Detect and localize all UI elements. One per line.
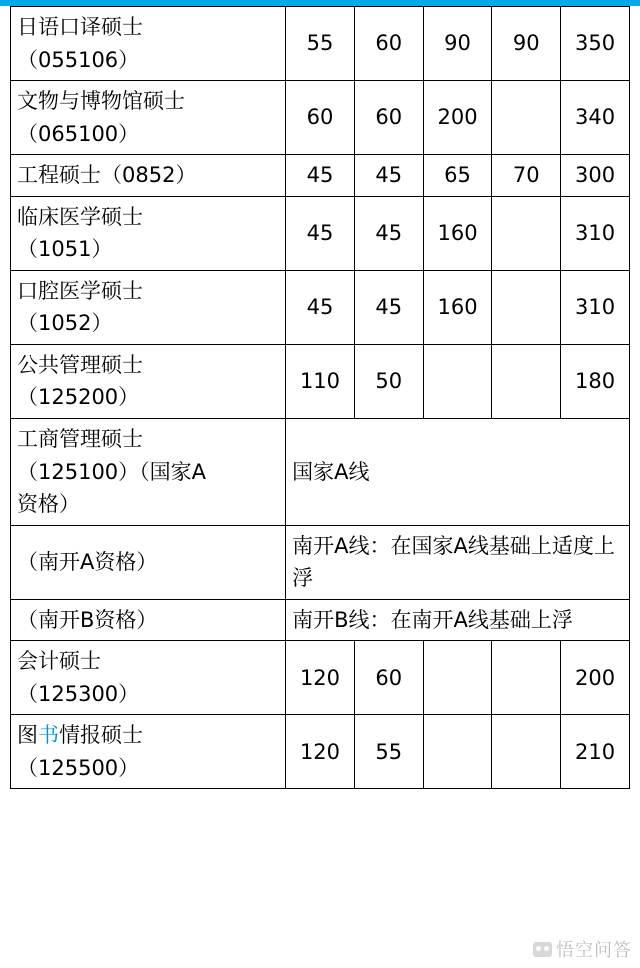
- row-note: 南开B线：在南开A线基础上浮: [286, 599, 630, 641]
- table-row: [11, 7, 630, 81]
- program-code-line: （1052）: [17, 311, 113, 336]
- program-code-line: （1051）: [17, 237, 113, 262]
- watermark: [533, 936, 632, 962]
- score-cell-3: 160: [423, 196, 492, 270]
- score-cell-3: 160: [423, 270, 492, 344]
- table-row: [11, 81, 630, 155]
- table-row: [11, 155, 630, 197]
- program-code-line: （055106）: [17, 47, 140, 72]
- program-name-line: 日语口译硕士: [17, 15, 143, 39]
- program-name-line: 口腔医学硕士: [17, 278, 143, 303]
- score-cell-1: 45: [286, 270, 355, 344]
- program-name-line: 会计硕士: [17, 649, 101, 674]
- score-cell-3: [423, 641, 492, 715]
- table-row: [11, 419, 630, 526]
- score-cell-1: 110: [286, 344, 355, 418]
- program-code-line: （125500）: [17, 755, 140, 780]
- program-name-line: 公共管理硕士: [17, 352, 143, 377]
- row-program-name: [11, 344, 286, 418]
- score-cell-4: [492, 196, 561, 270]
- score-cell-4: [492, 81, 561, 155]
- score-cell-2: 45: [354, 196, 423, 270]
- score-cell-2: 45: [354, 155, 423, 197]
- score-cell-4: [492, 715, 561, 789]
- row-program-name: [11, 641, 286, 715]
- score-cell-total: 340: [561, 81, 630, 155]
- program-qualification-line: （南开A资格）: [17, 549, 158, 574]
- highlighted-character: 书: [38, 723, 59, 748]
- row-program-name: [11, 419, 286, 526]
- score-cell-1: 45: [286, 155, 355, 197]
- score-cell-3: 90: [423, 7, 492, 81]
- table-row: [11, 599, 630, 641]
- row-program-name: [11, 7, 286, 81]
- program-code-line: （125300）: [17, 681, 140, 706]
- score-cell-1: 120: [286, 715, 355, 789]
- score-cell-total: 300: [561, 155, 630, 197]
- admission-score-table: [10, 6, 630, 789]
- score-cell-1: 60: [286, 81, 355, 155]
- watermark-text: 悟空问答: [556, 940, 632, 961]
- score-cell-total: 350: [561, 7, 630, 81]
- score-cell-total: 310: [561, 270, 630, 344]
- score-cell-4: [492, 344, 561, 418]
- score-cell-2: 60: [354, 81, 423, 155]
- score-cell-4: 90: [492, 7, 561, 81]
- row-note: 南开A线：在国家A线基础上适度上浮: [286, 525, 630, 599]
- program-name-line: 文物与博物馆硕士: [17, 89, 185, 114]
- score-cell-4: 70: [492, 155, 561, 197]
- program-qualification-line: （南开B资格）: [17, 607, 158, 632]
- score-cell-total: 200: [561, 641, 630, 715]
- program-qualification-line: 资格）: [17, 492, 80, 517]
- program-name-line: 工商管理硕士: [17, 427, 143, 452]
- row-program-name: [11, 599, 286, 641]
- row-program-name: [11, 715, 286, 789]
- watermark-logo-icon: [533, 942, 552, 957]
- row-program-name: [11, 155, 286, 197]
- score-cell-2: 50: [354, 344, 423, 418]
- table-row: [11, 344, 630, 418]
- table-row: [11, 715, 630, 789]
- score-cell-3: 200: [423, 81, 492, 155]
- program-name-line: 临床医学硕士: [17, 204, 143, 229]
- row-program-name: [11, 81, 286, 155]
- program-code-line: （125200）: [17, 385, 140, 410]
- score-table-container: [10, 6, 630, 789]
- score-cell-4: [492, 270, 561, 344]
- table-row: [11, 641, 630, 715]
- table-body: [11, 7, 630, 789]
- program-code-line: （125100）（国家A: [17, 459, 207, 484]
- score-cell-3: 65: [423, 155, 492, 197]
- table-row: [11, 525, 630, 599]
- program-code-line: （065100）: [17, 121, 140, 146]
- score-cell-total: 210: [561, 715, 630, 789]
- score-cell-3: [423, 344, 492, 418]
- score-cell-1: 120: [286, 641, 355, 715]
- score-cell-2: 60: [354, 641, 423, 715]
- row-program-name: [11, 270, 286, 344]
- program-name-line: 工程硕士（0852）: [17, 163, 197, 188]
- row-program-name: [11, 196, 286, 270]
- row-note: 国家A线: [286, 419, 630, 526]
- program-name-line: 图书情报硕士: [17, 723, 143, 748]
- score-cell-2: 55: [354, 715, 423, 789]
- table-row: [11, 270, 630, 344]
- score-cell-total: 310: [561, 196, 630, 270]
- score-cell-total: 180: [561, 344, 630, 418]
- score-cell-4: [492, 641, 561, 715]
- score-cell-3: [423, 715, 492, 789]
- score-cell-2: 45: [354, 270, 423, 344]
- score-cell-2: 60: [354, 7, 423, 81]
- score-cell-1: 45: [286, 196, 355, 270]
- score-cell-1: 55: [286, 7, 355, 81]
- table-row: [11, 196, 630, 270]
- row-program-name: [11, 525, 286, 599]
